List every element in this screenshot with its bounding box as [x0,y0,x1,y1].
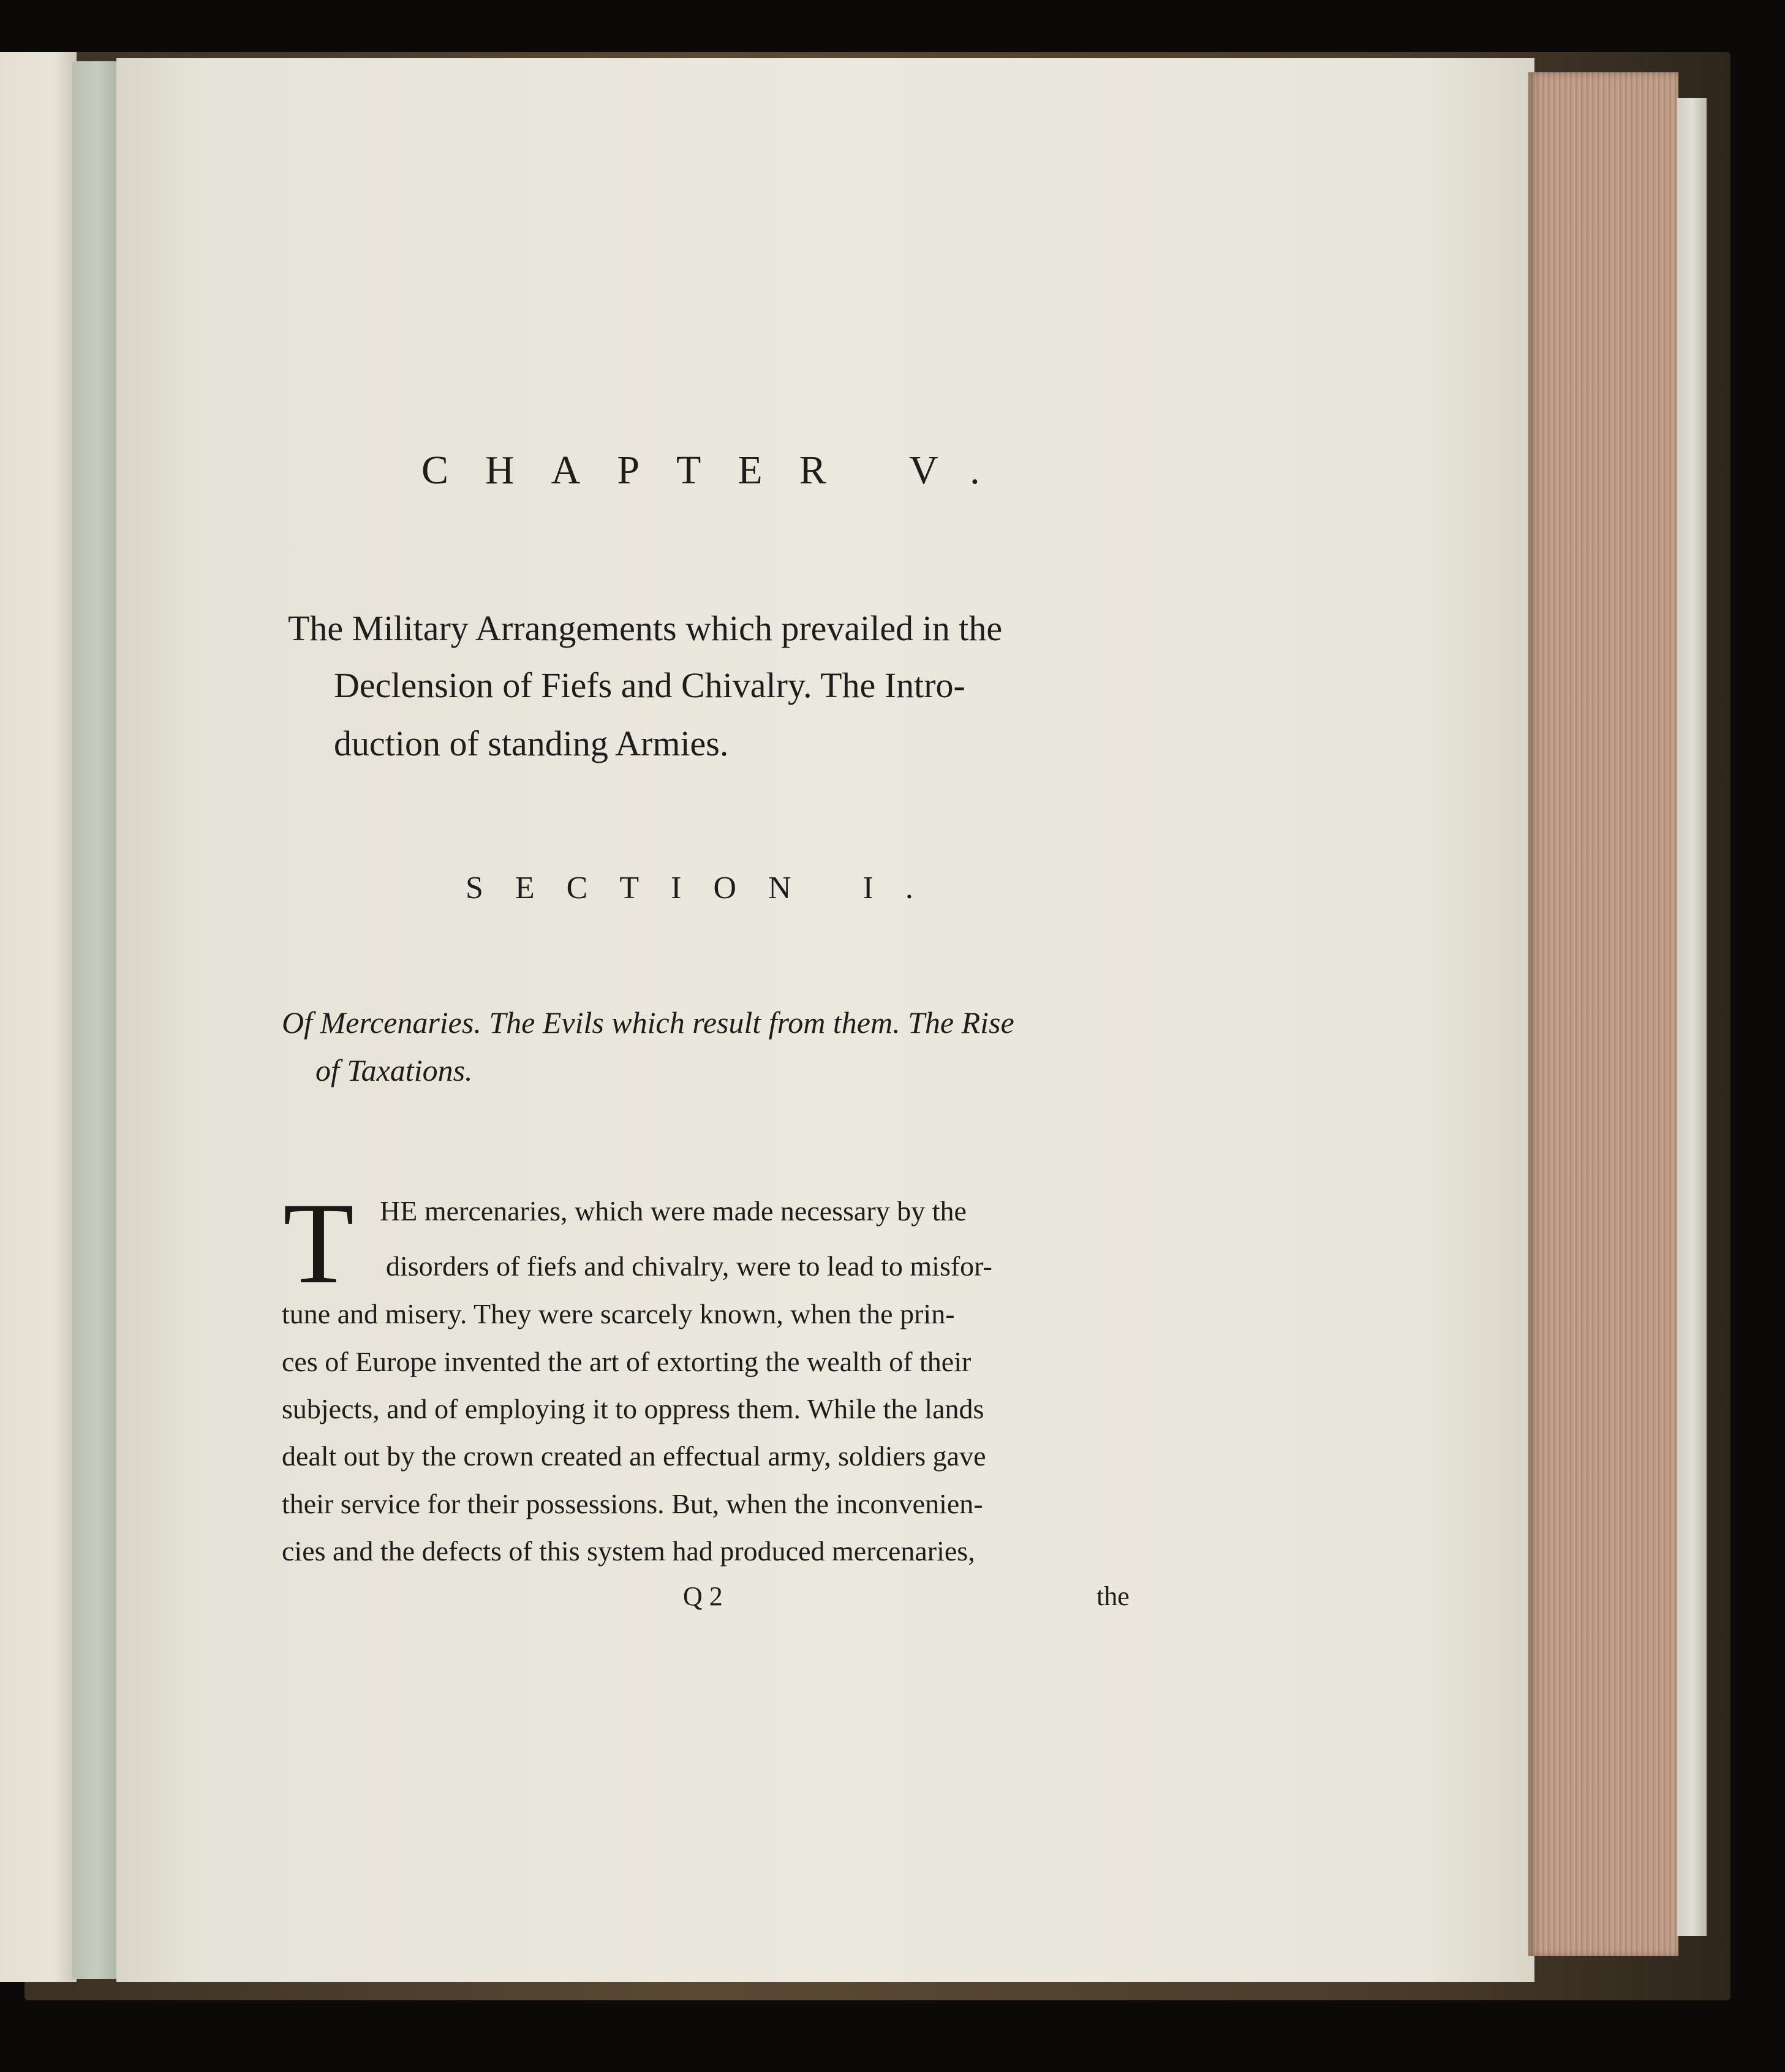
chapter-heading: CHAPTER V. [421,448,1017,493]
body-line-8: cies and the defects of this system had produced mercenaries, [282,1535,975,1567]
chapter-title-line-2: Declension of Fiefs and Chivalry. The Intro- [334,665,965,705]
body-line-2: disorders of fiefs and chivalry, were to lead to misfor- [386,1250,992,1282]
catchword: the [1096,1581,1130,1611]
back-board-edge [1677,98,1707,1936]
chapter-title-line-1: The Military Arrangements which prevailed in the [288,608,1003,648]
page-fore-edge [1528,72,1678,1956]
body-line-5: subjects, and of employing it to oppress them. While the lands [282,1393,984,1424]
body-line-7: their service for their possessions. But, when the inconvenien- [282,1488,983,1519]
body-line-3: tune and misery. They were scarcely known, when the prin- [282,1298,955,1329]
gutter [72,61,121,1979]
section-subtitle-line-2: of Taxations. [315,1053,473,1087]
body-line-1: HE mercenaries, which were made necessary by the [380,1195,967,1227]
section-subtitle-line-1: Of Mercenaries. The Evils which result from them. The Rise [282,1005,1014,1040]
body-line-4: ces of Europe invented the art of extorting the wealth of their [282,1346,972,1377]
section-heading: SECTION I. [466,871,945,906]
signature-mark: Q 2 [683,1581,723,1611]
chapter-title-line-3: duction of standing Armies. [334,724,729,763]
drop-cap: T [283,1179,355,1308]
left-page-edge [0,52,77,1982]
body-line-6: dealt out by the crown created an effectual army, soldiers gave [282,1440,986,1472]
